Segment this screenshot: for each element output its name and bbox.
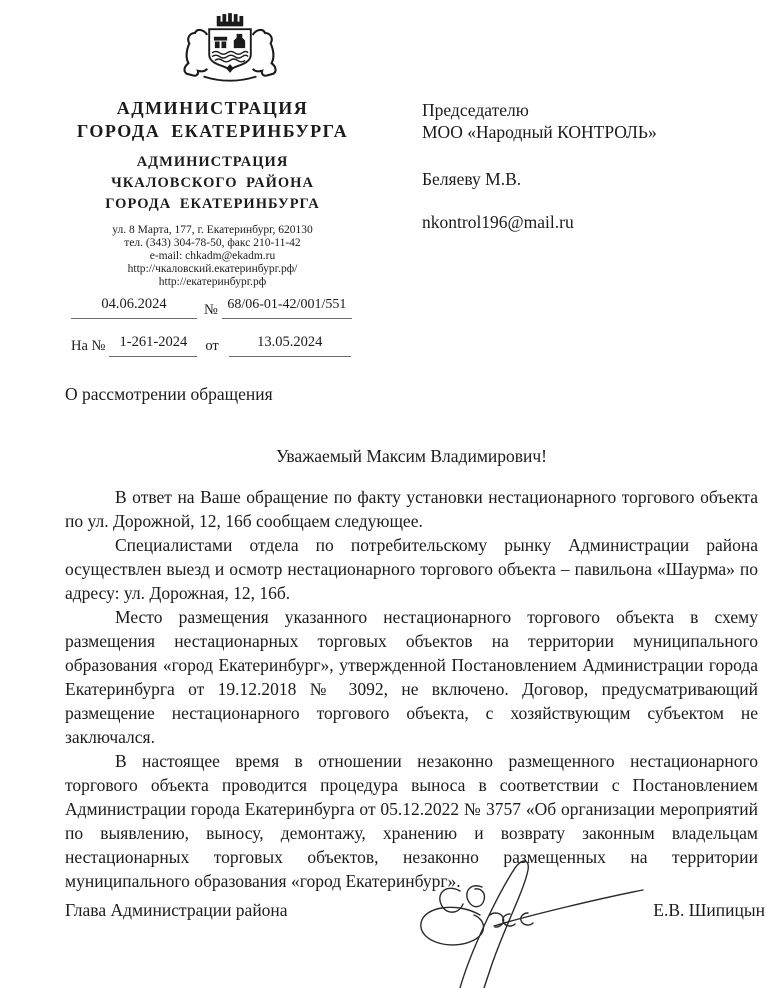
addressee-block: [422, 99, 722, 233]
body-paragraph: Специалистами отдела по потребительскому рынку Администрации района осуществлен выезд и осмотр нестационарного торгового объекта – павильона «Шаурма» по адресу: ул. Дорожная, 12, 16б.: [65, 535, 758, 603]
addressee-role: Председателю: [422, 100, 529, 120]
coat-of-arms-icon: [178, 13, 282, 87]
org-name-district-line: ГОРОДА ЕКАТЕРИНБУРГА: [105, 196, 320, 212]
reply-from-label: от: [205, 338, 219, 354]
org-contact-block: [30, 224, 395, 289]
salutation: Уважаемый Максим Владимирович!: [275, 446, 548, 466]
org-name-city: [30, 97, 395, 143]
letter-number: 68/06-01-42/001/551: [222, 297, 352, 319]
reference-block: [71, 296, 353, 357]
org-name-city-line: ГОРОДА ЕКАТЕРИНБУРГА: [76, 121, 349, 141]
org-name-district-line: ЧКАЛОВСКОГО РАЙОНА: [111, 175, 314, 191]
number-sign: №: [204, 302, 218, 318]
body-paragraph: В ответ на Ваше обращение по факту установки нестационарного торгового объекта по ул. Дорожной, 12, 16б сообщаем следующее.: [65, 487, 758, 531]
handwritten-signature: [390, 853, 650, 988]
org-website-district: http://чкаловский.екатеринбург.рф/: [127, 263, 298, 275]
org-name-district: [30, 152, 395, 215]
org-email: e-mail: chkadm@ekadm.ru: [149, 250, 276, 262]
outgoing-reference-row: [71, 296, 353, 319]
addressee-organization: МОО «Народный КОНТРОЛЬ»: [422, 122, 657, 142]
letter-date: 04.06.2024: [71, 296, 197, 319]
addressee-email: nkontrol196@mail.ru: [422, 212, 574, 232]
org-name-district-line: АДМИНИСТРАЦИЯ: [136, 154, 289, 170]
incoming-reference-row: [71, 334, 353, 357]
reply-to-date: 13.05.2024: [229, 334, 351, 357]
signer-name: Е.В. Шипицын: [653, 900, 765, 920]
addressee-name: Беляеву М.В.: [422, 169, 522, 189]
org-postal-address: ул. 8 Марта, 177, г. Екатеринбург, 620130: [112, 224, 313, 236]
org-name-city-line: АДМИНИСТРАЦИЯ: [116, 98, 309, 118]
subject-line: О рассмотрении обращения: [65, 384, 273, 404]
reply-to-label: На №: [71, 338, 106, 354]
org-website-city: http://екатеринбург.рф: [158, 276, 267, 288]
org-phone-fax: тел. (343) 304-78-50, факс 210-11-42: [124, 237, 301, 249]
reply-to-number: 1-261-2024: [109, 334, 197, 357]
signer-position: Глава Администрации района: [65, 900, 288, 920]
letter-body: [65, 485, 758, 893]
body-paragraph: В настоящее время в отношении незаконно размещенного нестационарного торгового объекта проводится процедура выноса в соответствии с Постановлением Администрации города Екатеринбурга от 05.12.2022 № 3757 «Об организации мероприятий по выявлению, выносу, демонтажу, хранению и возврату законным владельцам нестационарных торговых объектов, незаконно размещенных на территории муниципального образования «город Екатеринбург».: [65, 751, 758, 891]
letterhead-left-column: [30, 97, 395, 289]
body-paragraph: Место размещения указанного нестационарного торгового объекта в схему размещения нестационарных торговых объектов на территории муниципального образования «город Екатеринбург», утвержденной Постановлением Администрации города Екатеринбурга от 19.12.2018 № 3092, не включено. Договор, предусматривающий размещение нестационарного торгового объекта, с хозяйствующим субъектом не заключался.: [65, 607, 758, 747]
